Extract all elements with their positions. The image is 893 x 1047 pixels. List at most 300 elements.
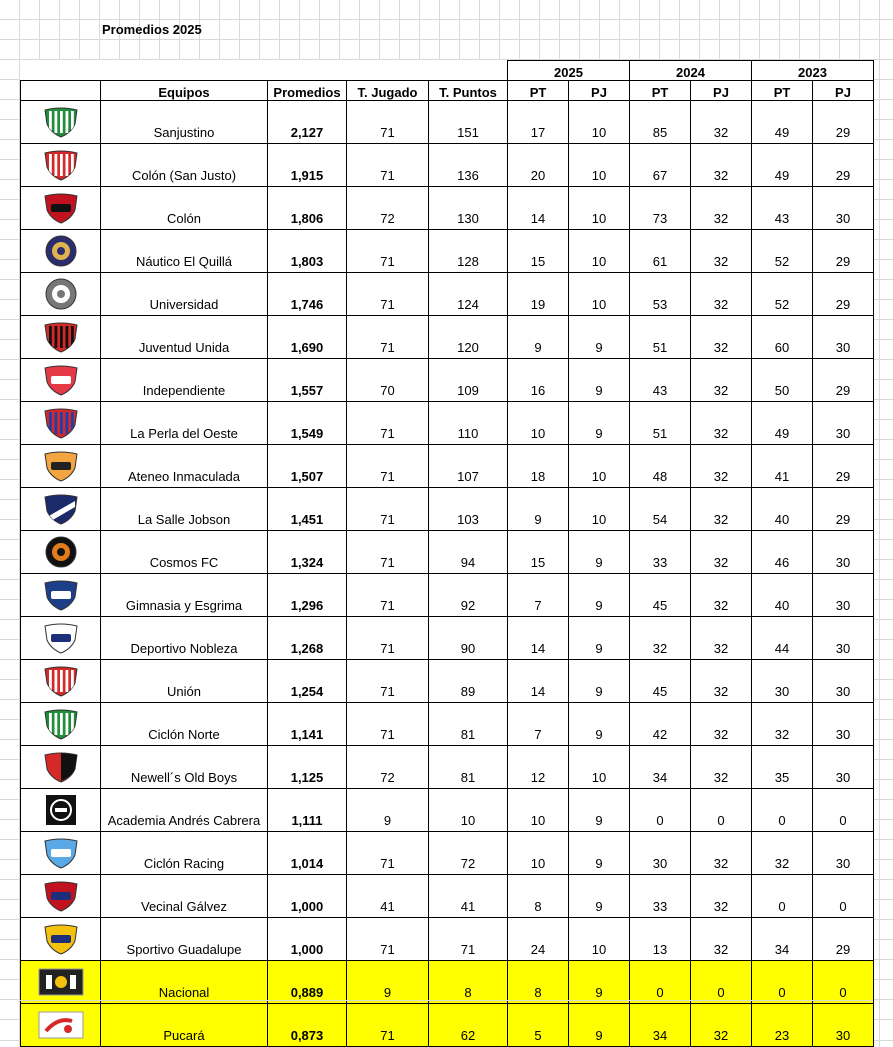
t-jugado-cell[interactable]: 71 xyxy=(347,445,429,488)
team-name-cell[interactable]: Juventud Unida xyxy=(101,316,268,359)
club-crest-icon xyxy=(41,708,81,740)
pt-2024-cell[interactable]: 34 xyxy=(630,1004,691,1047)
table-row xyxy=(21,531,874,574)
pj-2023-cell[interactable]: 0 xyxy=(813,961,874,1004)
table-row xyxy=(21,617,874,660)
team-name-cell[interactable]: La Salle Jobson xyxy=(101,488,268,531)
t-puntos-cell[interactable]: 94 xyxy=(429,531,508,574)
t-puntos-header[interactable]: T. Puntos xyxy=(429,81,508,101)
pj-2025-cell[interactable]: 10 xyxy=(569,746,630,789)
t-puntos-cell[interactable]: 90 xyxy=(429,617,508,660)
pj-2025-cell[interactable]: 9 xyxy=(569,660,630,703)
pt-2024-cell[interactable]: 33 xyxy=(630,531,691,574)
club-crest-icon xyxy=(41,235,81,267)
t-puntos-cell[interactable]: 103 xyxy=(429,488,508,531)
pj-2025-cell[interactable]: 10 xyxy=(569,187,630,230)
pj-2024-cell[interactable]: 0 xyxy=(691,789,752,832)
pj-2023-cell[interactable]: 30 xyxy=(813,574,874,617)
pt-2025-cell[interactable]: 7 xyxy=(508,703,569,746)
year-2025-header[interactable]: 2025 xyxy=(508,61,630,81)
team-name-cell[interactable]: Nacional xyxy=(101,961,268,1004)
club-crest-icon xyxy=(41,192,81,224)
pj-2023-cell[interactable]: 30 xyxy=(813,187,874,230)
crest-cell[interactable] xyxy=(21,574,101,617)
table-row xyxy=(21,789,874,832)
pt-2023-cell[interactable]: 32 xyxy=(752,832,813,875)
club-crest-icon xyxy=(41,450,81,482)
pt-2025-cell[interactable]: 7 xyxy=(508,574,569,617)
pt-2025-cell[interactable]: 5 xyxy=(508,1004,569,1047)
pj-2024-header[interactable]: PJ xyxy=(691,81,752,101)
promedio-cell[interactable]: 1,014 xyxy=(268,832,347,875)
crest-cell[interactable] xyxy=(21,101,101,144)
pt-2024-header[interactable]: PT xyxy=(630,81,691,101)
t-jugado-header[interactable]: T. Jugado xyxy=(347,81,429,101)
t-jugado-cell[interactable]: 70 xyxy=(347,359,429,402)
team-name-cell[interactable]: Colón (San Justo) xyxy=(101,144,268,187)
pt-2025-cell[interactable]: 12 xyxy=(508,746,569,789)
t-puntos-cell[interactable]: 136 xyxy=(429,144,508,187)
team-name-cell[interactable]: Pucará xyxy=(101,1004,268,1047)
pt-2023-cell[interactable]: 49 xyxy=(752,144,813,187)
pj-2023-cell[interactable]: 30 xyxy=(813,746,874,789)
pj-2024-cell[interactable]: 32 xyxy=(691,574,752,617)
pj-2025-cell[interactable]: 10 xyxy=(569,230,630,273)
team-name-cell[interactable]: Independiente xyxy=(101,359,268,402)
pj-2025-header[interactable]: PJ xyxy=(569,81,630,101)
t-jugado-cell[interactable]: 71 xyxy=(347,273,429,316)
crest-cell[interactable] xyxy=(21,875,101,918)
promedio-cell[interactable]: 0,873 xyxy=(268,1004,347,1047)
pj-2023-cell[interactable]: 0 xyxy=(813,875,874,918)
pt-2024-cell[interactable]: 43 xyxy=(630,359,691,402)
promedio-cell[interactable]: 1,000 xyxy=(268,875,347,918)
team-name-cell[interactable]: Newell´s Old Boys xyxy=(101,746,268,789)
team-name-cell[interactable]: Universidad xyxy=(101,273,268,316)
team-name-cell[interactable]: Colón xyxy=(101,187,268,230)
pt-2024-cell[interactable]: 61 xyxy=(630,230,691,273)
promedio-cell[interactable]: 1,746 xyxy=(268,273,347,316)
pt-2024-cell[interactable]: 42 xyxy=(630,703,691,746)
table-row xyxy=(21,230,874,273)
pt-2024-cell[interactable]: 51 xyxy=(630,402,691,445)
crest-cell[interactable] xyxy=(21,488,101,531)
promedio-cell[interactable]: 1,451 xyxy=(268,488,347,531)
table-row xyxy=(21,445,874,488)
t-jugado-cell[interactable]: 71 xyxy=(347,832,429,875)
table-row xyxy=(21,832,874,875)
club-crest-icon xyxy=(38,968,84,996)
t-puntos-cell[interactable]: 89 xyxy=(429,660,508,703)
pt-2024-cell[interactable]: 54 xyxy=(630,488,691,531)
pj-2025-cell[interactable]: 9 xyxy=(569,789,630,832)
t-jugado-cell[interactable]: 71 xyxy=(347,488,429,531)
pj-2025-cell[interactable]: 10 xyxy=(569,488,630,531)
pj-2024-cell[interactable]: 32 xyxy=(691,316,752,359)
promedio-cell[interactable]: 1,690 xyxy=(268,316,347,359)
pj-2024-cell[interactable]: 32 xyxy=(691,875,752,918)
team-name-cell[interactable]: Cosmos FC xyxy=(101,531,268,574)
pj-2024-cell[interactable]: 32 xyxy=(691,660,752,703)
t-puntos-cell[interactable]: 128 xyxy=(429,230,508,273)
crest-cell[interactable] xyxy=(21,187,101,230)
pt-2024-cell[interactable]: 53 xyxy=(630,273,691,316)
t-puntos-cell[interactable]: 109 xyxy=(429,359,508,402)
t-jugado-cell[interactable]: 71 xyxy=(347,918,429,961)
t-puntos-cell[interactable]: 8 xyxy=(429,961,508,1004)
promedio-cell[interactable]: 1,507 xyxy=(268,445,347,488)
crest-cell[interactable] xyxy=(21,961,101,1004)
grid-line xyxy=(20,1000,873,1001)
pj-2023-cell[interactable]: 30 xyxy=(813,1004,874,1047)
pj-2023-cell[interactable]: 30 xyxy=(813,832,874,875)
crest-cell[interactable] xyxy=(21,703,101,746)
t-puntos-cell[interactable]: 124 xyxy=(429,273,508,316)
table-row xyxy=(21,574,874,617)
pt-2023-cell[interactable]: 40 xyxy=(752,574,813,617)
team-name-cell[interactable]: Academia Andrés Cabrera xyxy=(101,789,268,832)
pt-2023-cell[interactable]: 35 xyxy=(752,746,813,789)
club-crest-icon xyxy=(41,751,81,783)
pj-2023-cell[interactable]: 29 xyxy=(813,101,874,144)
pt-2025-cell[interactable]: 17 xyxy=(508,101,569,144)
pt-2024-cell[interactable]: 0 xyxy=(630,789,691,832)
pt-2025-cell[interactable]: 16 xyxy=(508,359,569,402)
team-name-cell[interactable]: Sportivo Guadalupe xyxy=(101,918,268,961)
pj-2023-header[interactable]: PJ xyxy=(813,81,874,101)
pj-2024-cell[interactable]: 32 xyxy=(691,187,752,230)
pj-2024-cell[interactable]: 32 xyxy=(691,703,752,746)
pt-2023-cell[interactable]: 43 xyxy=(752,187,813,230)
pj-2024-cell[interactable]: 32 xyxy=(691,359,752,402)
table-row xyxy=(21,101,874,144)
team-name-cell[interactable]: Gimnasia y Esgrima xyxy=(101,574,268,617)
table-row xyxy=(21,875,874,918)
promedio-cell[interactable]: 1,803 xyxy=(268,230,347,273)
pj-2025-cell[interactable]: 9 xyxy=(569,531,630,574)
year-2023-header[interactable]: 2023 xyxy=(752,61,874,81)
team-name-cell[interactable]: Ciclón Norte xyxy=(101,703,268,746)
table-row xyxy=(21,402,874,445)
club-crest-icon xyxy=(41,837,81,869)
pt-2023-cell[interactable]: 60 xyxy=(752,316,813,359)
t-puntos-cell[interactable]: 151 xyxy=(429,101,508,144)
pt-2023-cell[interactable]: 50 xyxy=(752,359,813,402)
t-jugado-cell[interactable]: 9 xyxy=(347,789,429,832)
crest-cell[interactable] xyxy=(21,660,101,703)
pj-2024-cell[interactable]: 32 xyxy=(691,445,752,488)
crest-cell[interactable] xyxy=(21,144,101,187)
pj-2023-cell[interactable]: 29 xyxy=(813,144,874,187)
pj-2023-cell[interactable]: 0 xyxy=(813,789,874,832)
table-row xyxy=(21,144,874,187)
t-puntos-cell[interactable]: 10 xyxy=(429,789,508,832)
pt-2023-cell[interactable]: 41 xyxy=(752,445,813,488)
t-puntos-cell[interactable]: 71 xyxy=(429,918,508,961)
pj-2023-cell[interactable]: 29 xyxy=(813,359,874,402)
pt-2023-cell[interactable]: 34 xyxy=(752,918,813,961)
t-jugado-cell[interactable]: 71 xyxy=(347,402,429,445)
year-header-row xyxy=(21,61,874,81)
pj-2024-cell[interactable]: 32 xyxy=(691,617,752,660)
promedio-cell[interactable]: 1,557 xyxy=(268,359,347,402)
crest-column-header[interactable] xyxy=(21,81,101,101)
club-crest-icon xyxy=(41,321,81,353)
pt-2023-cell[interactable]: 40 xyxy=(752,488,813,531)
pt-2025-cell[interactable]: 14 xyxy=(508,617,569,660)
pt-2024-cell[interactable]: 45 xyxy=(630,660,691,703)
pj-2024-cell[interactable]: 32 xyxy=(691,832,752,875)
t-jugado-cell[interactable]: 9 xyxy=(347,961,429,1004)
pj-2025-cell[interactable]: 9 xyxy=(569,617,630,660)
t-puntos-cell[interactable]: 72 xyxy=(429,832,508,875)
crest-cell[interactable] xyxy=(21,359,101,402)
pt-2025-cell[interactable]: 15 xyxy=(508,230,569,273)
pj-2024-cell[interactable]: 32 xyxy=(691,1004,752,1047)
t-jugado-cell[interactable]: 72 xyxy=(347,746,429,789)
promedio-cell[interactable]: 1,000 xyxy=(268,918,347,961)
crest-cell[interactable] xyxy=(21,746,101,789)
pt-2023-cell[interactable]: 23 xyxy=(752,1004,813,1047)
pj-2025-cell[interactable]: 9 xyxy=(569,875,630,918)
pt-2023-cell[interactable]: 44 xyxy=(752,617,813,660)
table-row xyxy=(21,316,874,359)
crest-cell[interactable] xyxy=(21,230,101,273)
pj-2025-cell[interactable]: 9 xyxy=(569,402,630,445)
pj-2023-cell[interactable]: 30 xyxy=(813,703,874,746)
t-jugado-cell[interactable]: 41 xyxy=(347,875,429,918)
pj-2025-cell[interactable]: 9 xyxy=(569,316,630,359)
pt-2025-cell[interactable]: 24 xyxy=(508,918,569,961)
club-crest-icon xyxy=(41,149,81,181)
club-crest-icon xyxy=(41,493,81,525)
pj-2023-cell[interactable]: 29 xyxy=(813,918,874,961)
pt-2023-cell[interactable]: 0 xyxy=(752,961,813,1004)
pj-2025-cell[interactable]: 10 xyxy=(569,144,630,187)
pj-2025-cell[interactable]: 10 xyxy=(569,273,630,316)
pt-2024-cell[interactable]: 32 xyxy=(630,617,691,660)
pt-2024-cell[interactable]: 51 xyxy=(630,316,691,359)
pt-2023-header[interactable]: PT xyxy=(752,81,813,101)
pj-2024-cell[interactable]: 32 xyxy=(691,402,752,445)
pt-2024-cell[interactable]: 85 xyxy=(630,101,691,144)
team-name-cell[interactable]: Sanjustino xyxy=(101,101,268,144)
promedio-cell[interactable]: 1,125 xyxy=(268,746,347,789)
pt-2024-cell[interactable]: 0 xyxy=(630,961,691,1004)
pj-2025-cell[interactable]: 9 xyxy=(569,961,630,1004)
crest-cell[interactable] xyxy=(21,402,101,445)
t-jugado-cell[interactable]: 71 xyxy=(347,1004,429,1047)
pj-2024-cell[interactable]: 32 xyxy=(691,144,752,187)
promedio-cell[interactable]: 1,549 xyxy=(268,402,347,445)
crest-cell[interactable] xyxy=(21,316,101,359)
pt-2025-cell[interactable]: 10 xyxy=(508,832,569,875)
pt-2025-cell[interactable]: 9 xyxy=(508,488,569,531)
t-jugado-cell[interactable]: 71 xyxy=(347,574,429,617)
t-puntos-cell[interactable]: 62 xyxy=(429,1004,508,1047)
pt-2023-cell[interactable]: 52 xyxy=(752,273,813,316)
table-row xyxy=(21,187,874,230)
promedio-cell[interactable]: 1,915 xyxy=(268,144,347,187)
pt-2023-cell[interactable]: 46 xyxy=(752,531,813,574)
pj-2025-cell[interactable]: 9 xyxy=(569,1004,630,1047)
t-jugado-cell[interactable]: 71 xyxy=(347,144,429,187)
pj-2024-cell[interactable]: 32 xyxy=(691,531,752,574)
crest-cell[interactable] xyxy=(21,789,101,832)
pt-2023-cell[interactable]: 52 xyxy=(752,230,813,273)
pt-2025-cell[interactable]: 18 xyxy=(508,445,569,488)
pt-2024-cell[interactable]: 48 xyxy=(630,445,691,488)
team-name-cell[interactable]: Deportivo Nobleza xyxy=(101,617,268,660)
pt-2023-cell[interactable]: 49 xyxy=(752,101,813,144)
pt-2025-cell[interactable]: 8 xyxy=(508,961,569,1004)
pt-2025-cell[interactable]: 10 xyxy=(508,402,569,445)
pt-2023-cell[interactable]: 30 xyxy=(752,660,813,703)
t-puntos-cell[interactable]: 81 xyxy=(429,746,508,789)
pj-2023-cell[interactable]: 29 xyxy=(813,230,874,273)
club-crest-icon xyxy=(41,579,81,611)
pj-2025-cell[interactable]: 9 xyxy=(569,359,630,402)
t-puntos-cell[interactable]: 107 xyxy=(429,445,508,488)
t-jugado-cell[interactable]: 71 xyxy=(347,316,429,359)
t-jugado-cell[interactable]: 72 xyxy=(347,187,429,230)
pt-2024-cell[interactable]: 13 xyxy=(630,918,691,961)
t-puntos-cell[interactable]: 41 xyxy=(429,875,508,918)
promedio-cell[interactable]: 1,324 xyxy=(268,531,347,574)
pt-2023-cell[interactable]: 49 xyxy=(752,402,813,445)
pj-2024-cell[interactable]: 32 xyxy=(691,273,752,316)
t-jugado-cell[interactable]: 71 xyxy=(347,703,429,746)
pj-2024-cell[interactable]: 32 xyxy=(691,918,752,961)
promedio-cell[interactable]: 1,268 xyxy=(268,617,347,660)
promedio-cell[interactable]: 1,254 xyxy=(268,660,347,703)
pj-2023-cell[interactable]: 30 xyxy=(813,402,874,445)
t-puntos-cell[interactable]: 92 xyxy=(429,574,508,617)
pj-2024-cell[interactable]: 32 xyxy=(691,746,752,789)
table-row xyxy=(21,961,874,1004)
pj-2023-cell[interactable]: 29 xyxy=(813,445,874,488)
club-crest-icon xyxy=(41,536,81,568)
table-row xyxy=(21,1004,874,1047)
pj-2023-cell[interactable]: 29 xyxy=(813,488,874,531)
pj-2025-cell[interactable]: 9 xyxy=(569,832,630,875)
team-name-cell[interactable]: Ciclón Racing xyxy=(101,832,268,875)
promedio-cell[interactable]: 1,296 xyxy=(268,574,347,617)
year-2024-header[interactable]: 2024 xyxy=(630,61,752,81)
crest-cell[interactable] xyxy=(21,832,101,875)
promedio-cell[interactable]: 2,127 xyxy=(268,101,347,144)
pt-2025-cell[interactable]: 19 xyxy=(508,273,569,316)
pj-2025-cell[interactable]: 10 xyxy=(569,101,630,144)
promedio-cell[interactable]: 0,889 xyxy=(268,961,347,1004)
crest-cell[interactable] xyxy=(21,918,101,961)
pj-2025-cell[interactable]: 9 xyxy=(569,703,630,746)
pj-2023-cell[interactable]: 30 xyxy=(813,316,874,359)
crest-cell[interactable] xyxy=(21,617,101,660)
team-name-cell[interactable]: La Perla del Oeste xyxy=(101,402,268,445)
team-name-cell[interactable]: Vecinal Gálvez xyxy=(101,875,268,918)
pj-2023-cell[interactable]: 30 xyxy=(813,617,874,660)
pt-2025-header[interactable]: PT xyxy=(508,81,569,101)
pt-2023-cell[interactable]: 0 xyxy=(752,875,813,918)
pt-2024-cell[interactable]: 45 xyxy=(630,574,691,617)
pt-2025-cell[interactable]: 14 xyxy=(508,660,569,703)
pt-2025-cell[interactable]: 8 xyxy=(508,875,569,918)
pt-2025-cell[interactable]: 10 xyxy=(508,789,569,832)
pj-2025-cell[interactable]: 9 xyxy=(569,574,630,617)
pt-2024-cell[interactable]: 30 xyxy=(630,832,691,875)
club-crest-icon xyxy=(41,923,81,955)
pt-2025-cell[interactable]: 14 xyxy=(508,187,569,230)
t-jugado-cell[interactable]: 71 xyxy=(347,617,429,660)
table-row xyxy=(21,273,874,316)
t-puntos-cell[interactable]: 81 xyxy=(429,703,508,746)
pj-2024-cell[interactable]: 32 xyxy=(691,101,752,144)
t-puntos-cell[interactable]: 130 xyxy=(429,187,508,230)
pt-2025-cell[interactable]: 15 xyxy=(508,531,569,574)
club-crest-icon xyxy=(38,1011,84,1039)
pt-2025-cell[interactable]: 9 xyxy=(508,316,569,359)
crest-cell[interactable] xyxy=(21,531,101,574)
pt-2023-cell[interactable]: 0 xyxy=(752,789,813,832)
pj-2024-cell[interactable]: 0 xyxy=(691,961,752,1004)
promedio-cell[interactable]: 1,806 xyxy=(268,187,347,230)
pj-2025-cell[interactable]: 10 xyxy=(569,445,630,488)
crest-cell[interactable] xyxy=(21,445,101,488)
table-row xyxy=(21,488,874,531)
table-row xyxy=(21,660,874,703)
pj-2024-cell[interactable]: 32 xyxy=(691,230,752,273)
t-puntos-cell[interactable]: 120 xyxy=(429,316,508,359)
table-row xyxy=(21,918,874,961)
t-jugado-cell[interactable]: 71 xyxy=(347,531,429,574)
sheet-title: Promedios 2025 xyxy=(102,22,202,37)
t-jugado-cell[interactable]: 71 xyxy=(347,101,429,144)
table-row xyxy=(21,359,874,402)
club-crest-icon xyxy=(41,665,81,697)
table-row xyxy=(21,746,874,789)
pj-2023-cell[interactable]: 30 xyxy=(813,531,874,574)
pt-2025-cell[interactable]: 20 xyxy=(508,144,569,187)
pt-2024-cell[interactable]: 33 xyxy=(630,875,691,918)
club-crest-icon xyxy=(41,880,81,912)
team-name-cell[interactable]: Náutico El Quillá xyxy=(101,230,268,273)
crest-cell[interactable] xyxy=(21,273,101,316)
promedios-header[interactable]: Promedios xyxy=(268,81,347,101)
table-row xyxy=(21,703,874,746)
crest-cell[interactable] xyxy=(21,1004,101,1047)
club-crest-icon xyxy=(41,106,81,138)
pj-2025-cell[interactable]: 10 xyxy=(569,918,630,961)
pj-2023-cell[interactable]: 30 xyxy=(813,660,874,703)
column-header-row xyxy=(21,81,874,101)
t-puntos-cell[interactable]: 110 xyxy=(429,402,508,445)
pj-2024-cell[interactable]: 32 xyxy=(691,488,752,531)
pt-2024-cell[interactable]: 73 xyxy=(630,187,691,230)
t-jugado-cell[interactable]: 71 xyxy=(347,230,429,273)
promedio-cell[interactable]: 1,111 xyxy=(268,789,347,832)
pt-2024-cell[interactable]: 67 xyxy=(630,144,691,187)
t-jugado-cell[interactable]: 71 xyxy=(347,660,429,703)
team-name-cell[interactable]: Unión xyxy=(101,660,268,703)
equipos-header[interactable]: Equipos xyxy=(101,81,268,101)
pt-2024-cell[interactable]: 34 xyxy=(630,746,691,789)
pj-2023-cell[interactable]: 29 xyxy=(813,273,874,316)
pt-2023-cell[interactable]: 32 xyxy=(752,703,813,746)
team-name-cell[interactable]: Ateneo Inmaculada xyxy=(101,445,268,488)
promedio-cell[interactable]: 1,141 xyxy=(268,703,347,746)
club-crest-icon xyxy=(41,407,81,439)
